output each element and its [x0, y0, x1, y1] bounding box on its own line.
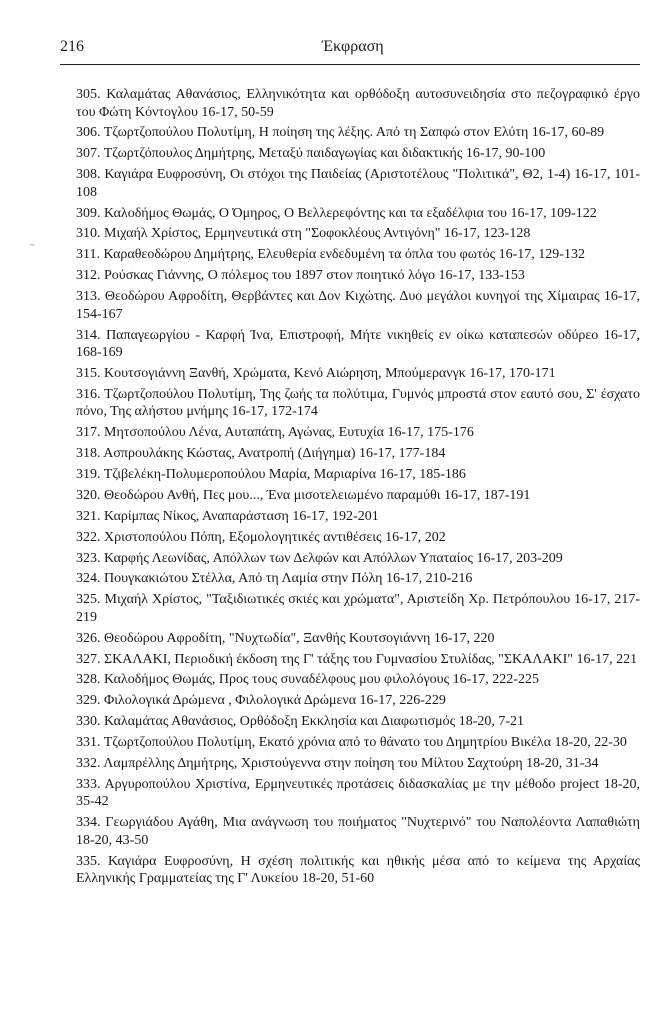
list-item: 323. Καρφής Λεωνίδας, Απόλλων των Δελφών και Απόλλων Υπαταίος 16-17, 203-209 [76, 550, 563, 566]
list-item: 326. Θεοδώρου Αφροδίτη, "Νυχτωδία", Ξανθής Κουτσογιάννη 16-17, 220 [76, 630, 495, 646]
list-item: 329. Φιλολογικά Δρώμενα , Φιλολογικά Δρώμενα 16-17, 226-229 [76, 693, 446, 709]
bibliography-list [76, 86, 640, 891]
list-item: 310. Μιχαήλ Χρίστος, Ερμηνευτικά στη "Σοφοκλέους Αντιγόνη" 16-17, 123-128 [76, 226, 531, 242]
list-item: 332. Λαμπρέλλης Δημήτρης, Χριστούγεννα στην ποίηση του Μίλτου Σαχτούρη 18-20, 31-34 [76, 756, 599, 772]
list-item: 305. Καλαμάτας Αθανάσιος, Ελληνικότητα και ορθόδοξη αυτοσυνειδησία στο πεζογραφικό έργο του Φώτη Κόντογλου 16-17, 50-59 [76, 87, 640, 120]
list-item: 318. Ασπρουλάκης Κώστας, Ανατροπή (Διήγημα) 16-17, 177-184 [76, 446, 446, 462]
list-item: 311. Καραθεοδώρου Δημήτρης, Ελευθερία ενδεδυμένη τα όπλα του φωτός 16-17, 129-132 [76, 247, 585, 263]
list-item: 316. Τζωρτζοπούλου Πολυτίμη, Της ζωής τα πολύτιμα, Γυμνός μπροστά στον εαυτό σου, Σ' έσχατο πόνο, Της αλήστου μνήμης 16-17, 172-174 [76, 386, 640, 420]
list-item: 334. Γεωργιάδου Αγάθη, Μια ανάγνωση του ποιήματος "Νυχτερινό" του Ναπολέοντα Λαπαθιώτη 18-20, 43-50 [76, 815, 640, 848]
list-item: 314. Παπαγεωργίου - Καρφή Ίνα, Επιστροφή, Μήτε νικηθείς εν οίκω καταπεσών οδύρεο 16-17, 168-169 [76, 327, 640, 361]
list-item: 328. Καλοδήμος Θωμάς, Προς τους συναδέλφους μου φιλολόγους 16-17, 222-225 [76, 672, 539, 688]
page-header [60, 34, 640, 65]
list-item: 308. Καγιάρα Ευφροσύνη, Οι στόχοι της Παιδείας (Αριστοτέλους "Πολιτικά", Θ2, 1-4) 16-17, 101-108 [76, 167, 640, 200]
list-item: 333. Αργυροπούλου Χριστίνα, Ερμηνευτικές προτάσεις διδασκαλίας με την μέθοδο project 18-20, 35-42 [76, 776, 640, 810]
list-item: 315. Κουτσογιάννη Ξανθή, Χρώματα, Κενό Αιώρηση, Μπούμερανγκ 16-17, 170-171 [76, 365, 556, 381]
running-title: Έκφραση [322, 38, 384, 55]
list-item: 317. Μητσοπούλου Λένα, Αυταπάτη, Αγώνας, Ευτυχία 16-17, 175-176 [76, 425, 474, 441]
list-item: 327. ΣΚΑΛΑΚΙ, Περιοδική έκδοση της Γ' τάξης του Γυμνασίου Στυλίδας, "ΣΚΑΛΑΚΙ" 16-17, 221 [76, 651, 638, 667]
list-item: 309. Καλοδήμος Θωμάς, Ο Όμηρος, Ο Βελλερεφόντης και τα εξαδέλφια του 16-17, 109-122 [76, 205, 597, 221]
list-item: 306. Τζωρτζοπούλου Πολυτίμη, Η ποίηση της λέξης. Από τη Σαπφώ στον Ελύτη 16-17, 60-89 [76, 125, 605, 141]
list-item: 322. Χριστοπούλου Πόπη, Εξομολογητικές αντιθέσεις 16-17, 202 [76, 529, 446, 545]
page-number: 216 [60, 38, 84, 55]
list-item: 324. Πουγκακιώτου Στέλλα, Από τη Λαμία στην Πόλη 16-17, 210-216 [76, 571, 473, 587]
list-item: 335. Καγιάρα Ευφροσύνη, Η σχέση πολιτικής και ηθικής μέσα από το κείμενα της Αρχαίας Ελληνικής Γραμματείας της Γ' Λυκείου 18-20, 51-60 [76, 853, 640, 887]
list-item: 307. Τζωρτζόπουλος Δημήτρης, Μεταξύ παιδαγωγίας και διδακτικής 16-17, 90-100 [76, 146, 546, 162]
list-item: 320. Θεοδώρου Ανθή, Πες μου..., Ένα μισοτελειωμένο παραμύθι 16-17, 187-191 [76, 487, 531, 503]
list-item: 313. Θεοδώρου Αφροδίτη, Θερβάντες και Δον Κιχώτης. Δυο μεγάλοι κυνηγοί της Χίμαιρας 16-17, 154-167 [76, 289, 640, 322]
list-item: 330. Καλαμάτας Αθανάσιος, Ορθόδοξη Εκκλησία και Διαφωτισμός 18-20, 7-21 [76, 714, 525, 730]
list-item: 319. Τζιβελέκη-Πολυμεροπούλου Μαρία, Μαριαρίνα 16-17, 185-186 [76, 466, 466, 482]
list-item: 321. Καρίμπας Νίκος, Αναπαράσταση 16-17, 192-201 [76, 508, 379, 524]
list-item: 331. Τζωρτζοπούλου Πολυτίμη, Εκατό χρόνια από το θάνατο του Δημητρίου Βικέλα 18-20, 22-30 [76, 735, 627, 751]
list-item: 312. Ρούσκας Γιάννης, Ο πόλεμος του 1897 στον ποιητικό λόγο 16-17, 133-153 [76, 268, 525, 284]
margin-mark: ~ [30, 240, 35, 250]
list-item: 325. Μιχαήλ Χρίστος, "Ταξιδιωτικές σκιές και χρώματα", Αριστείδη Χρ. Πετρόπουλου 16-17, 217-219 [76, 592, 640, 625]
